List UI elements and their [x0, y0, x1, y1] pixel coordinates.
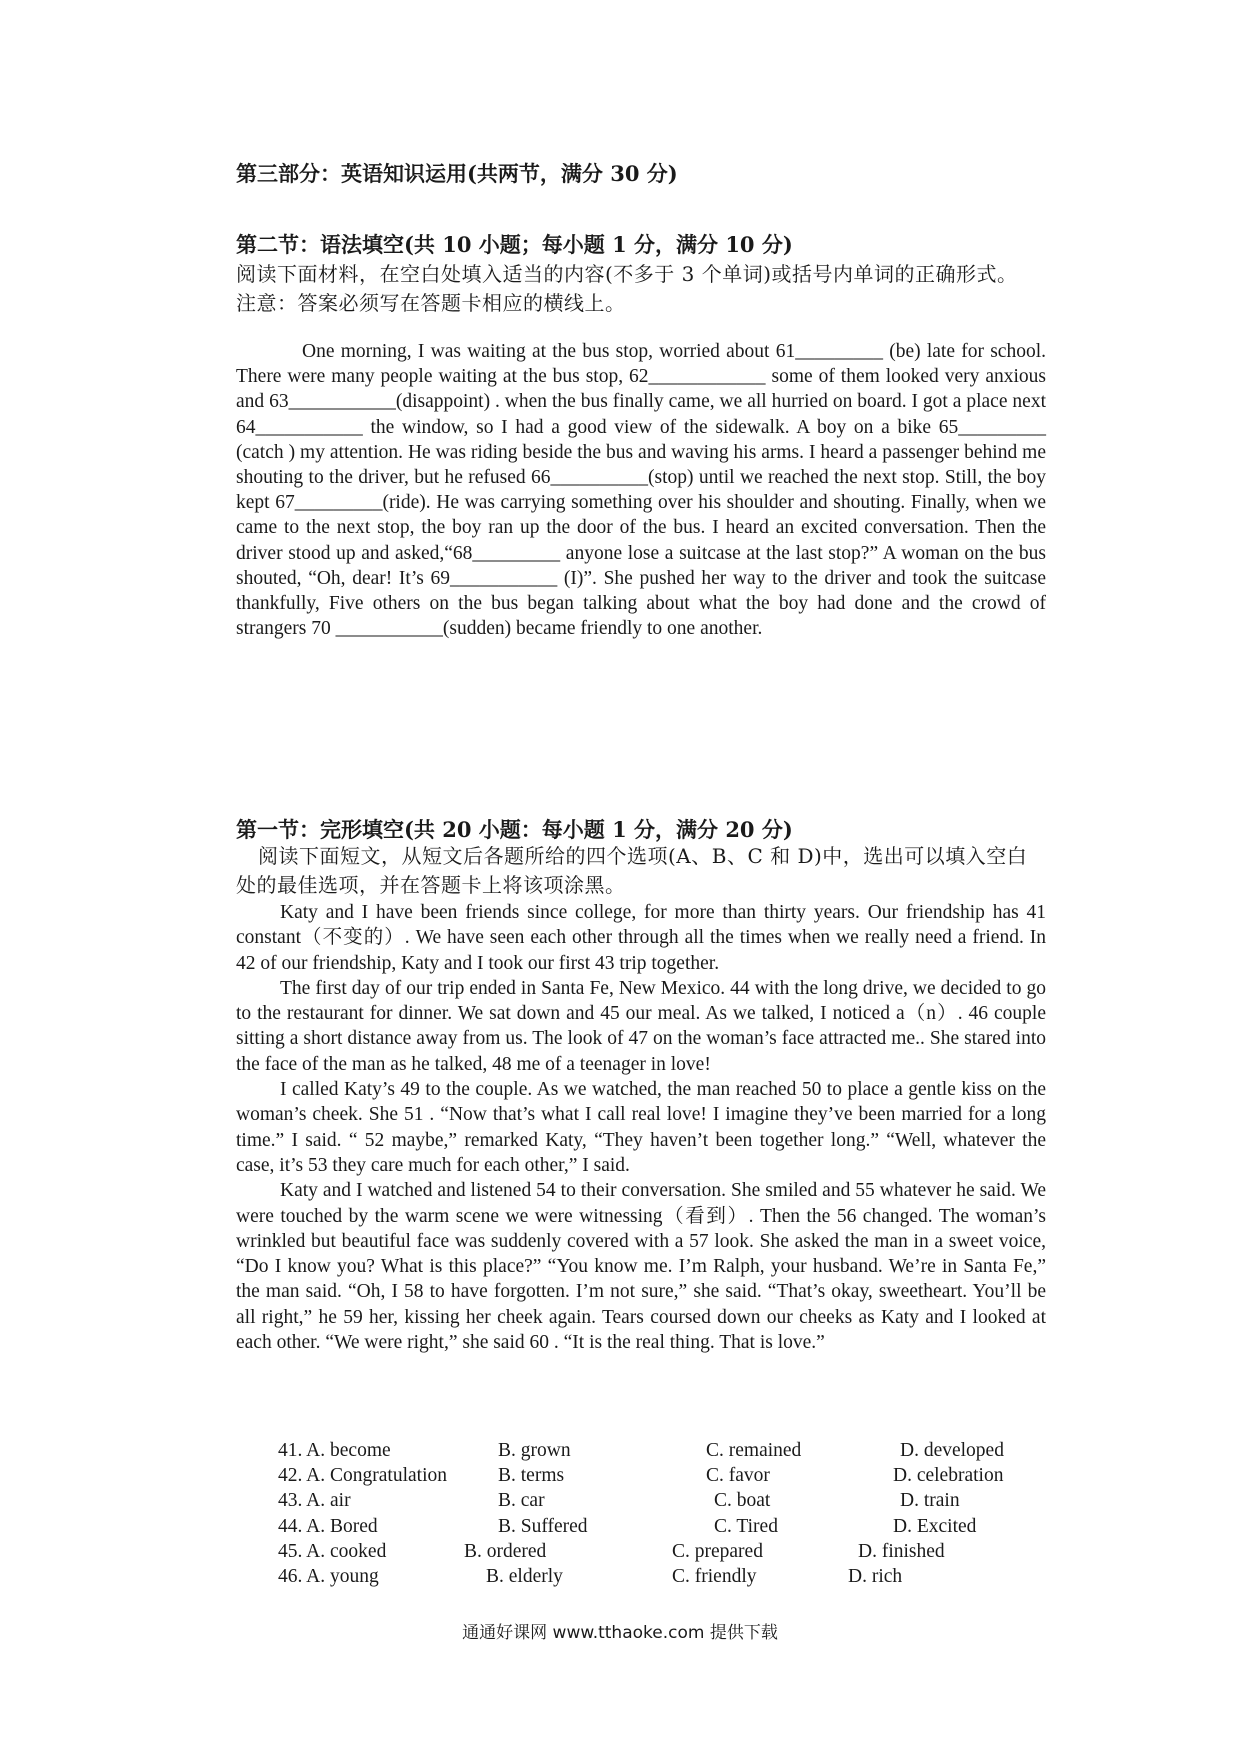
cloze-paragraph: Katy and I have been friends since college, for more than thirty years. Our friendship has 41 constant（不变的）. We have seen each other through all the times when we really need a friend. In 42 of our friendship, Katy and I took our first 43 trip together.: [236, 902, 1046, 974]
option-d: D. celebration: [893, 1465, 1004, 1487]
cloze-passage: [236, 900, 1046, 1355]
option-c: C. friendly: [672, 1565, 757, 1587]
option-d: D. finished: [858, 1540, 945, 1562]
page-footer: 通通好课网 www.tthaoke.com 提供下载: [462, 1623, 778, 1643]
option-a: 41. A. become: [278, 1440, 391, 1461]
cloze-paragraph: I called Katy’s 49 to the couple. As we watched, the man reached 50 to place a gentle kiss on the woman’s cheek. She 51 . “Now that’s what I call real love! I imagine they’ve been married for a long time.” I said. “ 52 maybe,” remarked Katy, “They haven’t been together long.” “Well, whatever the case, it’s 53 they care much for each other,” I said.: [236, 1079, 1046, 1176]
option-b: B. Suffered: [498, 1515, 588, 1537]
option-d: D. Excited: [893, 1515, 977, 1537]
option-d: D. developed: [900, 1440, 1004, 1461]
grammar-instruction: 阅读下面材料，在空白处填入适当的内容(不多于 3 个单词)或括号内单词的正确形式。: [236, 262, 1018, 286]
option-b: B. car: [498, 1490, 545, 1512]
option-d: D. train: [900, 1490, 960, 1512]
option-b: B. terms: [498, 1465, 565, 1487]
option-a: 42. A. Congratulation: [278, 1465, 447, 1487]
option-c: C. prepared: [672, 1540, 763, 1562]
cloze-paragraph: The first day of our trip ended in Santa Fe, New Mexico. 44 with the long drive, we decided to go to the restaurant for dinner. We sat down and 45 our meal. As we talked, I noticed a（n）. 46 couple sitting a short distance away from us. The look of 47 on the woman’s face attracted me.. She stared into the face of the man as he talked, 48 me of a teenager in love!: [236, 977, 1046, 1075]
option-row: [278, 1490, 1058, 1515]
option-a: 44. A. Bored: [278, 1515, 378, 1537]
cloze-options: [278, 1440, 1058, 1591]
option-b: B. ordered: [464, 1540, 547, 1562]
option-d: D. rich: [848, 1565, 903, 1587]
option-row: [278, 1541, 1058, 1566]
part3-heading: 第三部分：英语知识运用(共两节，满分 30 分): [236, 161, 678, 186]
option-a: 46. A. young: [278, 1565, 379, 1587]
option-c: C. favor: [706, 1465, 770, 1487]
option-row: [278, 1465, 1058, 1490]
grammar-section-heading: 第二节：语法填空(共 10 小题；每小题 1 分，满分 10 分): [236, 232, 793, 257]
cloze-paragraph: Katy and I watched and listened 54 to their conversation. She smiled and 55 whatever he said. We were touched by the warm scene we were witnessing（看到）. Then the 56 changed. The woman’s wrinkled but beautiful face was suddenly covered with a 57 look. She asked the man in a sweet voice, “Do I know you? What is this place?” “You know me. I’m Ralph, your husband. We’re in Santa Fe,” the man said. “Oh, I 58 to have forgotten. I’m not sure,” she said. “That’s okay, sweetheart. You’ll be all right,” he 59 her, kissing her cheek again. Tears coursed down our cheeks as Katy and I looked at each other. “We were right,” she said 60 . “It is the real thing. That is love.”: [236, 1180, 1046, 1354]
option-row: [278, 1516, 1058, 1541]
option-c: C. remained: [706, 1440, 802, 1461]
cloze-instruction: 阅读下面短文，从短文后各题所给的四个选项(A、B、C 和 D)中，选出可以填入空白处的最佳选项，并在答题卡上将该项涂黑。: [236, 844, 1028, 897]
option-c: C. boat: [714, 1490, 771, 1512]
option-a: 43. A. air: [278, 1490, 351, 1512]
grammar-passage: One morning, I was waiting at the bus stop, worried about 61_________ (be) late for school. There were many people waiting at the bus stop, 62____________ some of them looked very anxious and 63___________(disappoint) . when the bus finally came, we all hurried on board. I got a place next 64___________ the window, so I had a good view of the sidewalk. A boy on a bike 65_________ (catch ) my attention. He was riding beside the bus and waving his arms. I heard a passenger behind me shouting to the driver, but he refused 66__________(stop) until we reached the next stop. Still, the boy kept 67_________(ride). He was carrying something over his shoulder and shouting. Finally, when we came to the next stop, the boy ran up the door of the bus. I heard an excited conversation. Then the driver stood up and asked,“68_________ anyone lose a suitcase at the last stop?” A woman on the bus shouted, “Oh, dear! It’s 69___________ (I)”. She pushed her way to the driver and took the suitcase thankfully, Five others on the bus began talking about what the boy had done and the crowd of strangers 70 ___________(sudden) became friendly to one another.: [236, 341, 1046, 640]
option-a: 45. A. cooked: [278, 1540, 387, 1562]
option-b: B. grown: [498, 1440, 571, 1461]
option-row: [278, 1566, 1058, 1591]
cloze-section-heading: 第一节：完形填空(共 20 小题：每小题 1 分，满分 20 分): [236, 817, 793, 842]
option-c: C. Tired: [714, 1515, 778, 1537]
grammar-note: 注意：答案必须写在答题卡相应的横线上。: [236, 291, 626, 315]
option-row: [278, 1440, 1058, 1465]
option-b: B. elderly: [486, 1565, 563, 1587]
